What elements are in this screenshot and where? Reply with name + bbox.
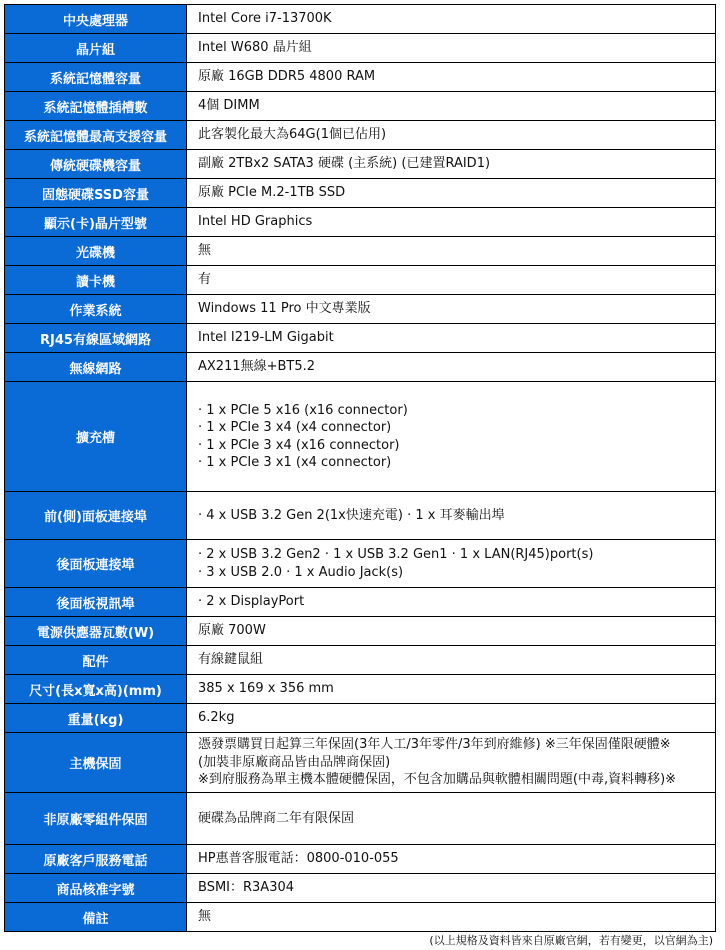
spec-value-line: 有線鍵鼠組 [198,652,264,668]
spec-value-line: 有 [198,272,212,288]
spec-value-line: 6.2kg [198,710,235,726]
spec-row [5,540,716,588]
spec-row [5,295,716,324]
spec-value-line: BSMI：R3A304 [198,880,295,896]
spec-row [5,903,716,932]
spec-label: 後面板連接埠 [5,540,187,588]
spec-label: 重量(kg) [5,704,187,733]
spec-value [187,492,716,540]
spec-value [187,208,716,237]
spec-value [187,646,716,675]
spec-row [5,646,716,675]
spec-label: 光碟機 [5,237,187,266]
spec-value-line: Intel I219-LM Gigabit [198,330,334,346]
spec-row [5,324,716,353]
spec-value [187,92,716,121]
spec-value [187,63,716,92]
spec-label: 作業系統 [5,295,187,324]
footnote: (以上規格及資料皆來自原廠官網，若有變更，以官網為主) [429,934,713,947]
spec-value-line: 無 [198,243,212,259]
spec-value-line: · 2 x DisplayPort [198,594,305,610]
spec-value-line: 無 [198,909,212,925]
spec-row [5,845,716,874]
spec-value [187,295,716,324]
spec-label: 讀卡機 [5,266,187,295]
spec-value [187,704,716,733]
spec-label: 無線網路 [5,353,187,382]
spec-value-line: Intel Core i7-13700K [198,11,332,27]
spec-label: 前(側)面板連接埠 [5,492,187,540]
spec-row [5,588,716,617]
spec-row [5,793,716,845]
spec-label: 中央處理器 [5,5,187,34]
spec-value-line: · 1 x PCIe 3 x4 (x16 connector) [198,437,400,453]
spec-value [187,793,716,845]
spec-label: 系統記憶體容量 [5,63,187,92]
spec-value-line: HP惠普客服電話：0800-010-055 [198,851,399,867]
spec-value [187,845,716,874]
spec-row [5,382,716,492]
spec-label: 系統記憶體最高支援容量 [5,121,187,150]
spec-value [187,34,716,63]
spec-label: 配件 [5,646,187,675]
spec-value-line: · 1 x PCIe 3 x4 (x4 connector) [198,420,392,435]
spec-value-line: · 1 x PCIe 5 x16 (x16 connector) [198,402,408,418]
spec-value [187,237,716,266]
spec-label: 晶片組 [5,34,187,63]
spec-value-line: 憑發票購買日起算三年保固(3年人工/3年零件/3年到府維修) ※三年保固僅限硬體※ [198,737,671,753]
spec-value [187,150,716,179]
spec-value-line: Intel W680 晶片組 [198,40,312,56]
spec-value [187,121,716,150]
spec-label: 傳統硬碟機容量 [5,150,187,179]
spec-row [5,675,716,704]
spec-value-line: · 2 x USB 3.2 Gen2 · 1 x USB 3.2 Gen1 · 1 x LAN(RJ45)port(s) [198,547,594,562]
spec-value [187,5,716,34]
spec-row [5,237,716,266]
spec-row [5,208,716,237]
spec-value-line: 原廠 16GB DDR5 4800 RAM [198,69,376,85]
spec-value-line: 原廠 PCIe M.2-1TB SSD [198,185,346,201]
spec-label: 顯示(卡)晶片型號 [5,208,187,237]
spec-value-line: Intel HD Graphics [198,214,313,230]
spec-row [5,5,716,34]
spec-row [5,150,716,179]
spec-row [5,492,716,540]
spec-row [5,733,716,793]
spec-value-line: ※到府服務為單主機本體硬體保固，不包含加購品與軟體相關問題(中毒,資料轉移)※ [198,772,677,788]
spec-label: RJ45有線區域網路 [5,324,187,353]
spec-label: 商品核准字號 [5,874,187,903]
spec-value-line: · 1 x PCIe 3 x1 (x4 connector) [198,455,392,470]
spec-table-body [5,5,716,932]
spec-value [187,617,716,646]
spec-label: 主機保固 [5,733,187,793]
spec-value [187,675,716,704]
spec-table [4,4,716,932]
spec-row [5,353,716,382]
spec-value [187,353,716,382]
spec-row [5,63,716,92]
spec-label: 原廠客戶服務電話 [5,845,187,874]
spec-label: 備註 [5,903,187,932]
spec-value [187,540,716,588]
spec-row [5,266,716,295]
spec-label: 固態硬碟SSD容量 [5,179,187,208]
spec-value [187,266,716,295]
spec-value-line: 硬碟為品牌商二年有限保固 [198,810,355,826]
spec-value-line: Windows 11 Pro 中文專業版 [198,301,371,317]
spec-value-line: 此客製化最大為64G(1個已佔用) [198,127,387,143]
spec-row [5,874,716,903]
spec-row [5,617,716,646]
spec-row [5,179,716,208]
spec-label: 系統記憶體插槽數 [5,92,187,121]
spec-value [187,733,716,793]
spec-row [5,121,716,150]
spec-value-line: · 4 x USB 3.2 Gen 2(1x快速充電) · 1 x 耳麥輸出埠 [198,507,505,523]
spec-value-line: 385 x 169 x 356 mm [198,681,334,697]
spec-row [5,92,716,121]
spec-label: 尺寸(長x寬x高)(mm) [5,675,187,704]
spec-value-line: 4個 DIMM [198,98,260,114]
spec-row [5,34,716,63]
spec-value [187,382,716,492]
spec-value [187,903,716,932]
spec-value-line: 副廠 2TBx2 SATA3 硬碟 (主系統) (已建置RAID1) [198,156,491,172]
spec-value-line: 原廠 700W [198,623,266,639]
spec-value-line: · 3 x USB 2.0 · 1 x Audio Jack(s) [198,564,404,580]
spec-label: 後面板視訊埠 [5,588,187,617]
spec-value-line: AX211無線+BT5.2 [198,359,316,375]
spec-row [5,704,716,733]
spec-value-line: (加裝非原廠商品皆由品牌商保固) [198,754,391,770]
spec-label: 電源供應器瓦數(W) [5,617,187,646]
spec-value [187,179,716,208]
spec-value [187,874,716,903]
spec-label: 非原廠零組件保固 [5,793,187,845]
spec-label: 擴充槽 [5,382,187,492]
spec-value [187,588,716,617]
spec-value [187,324,716,353]
